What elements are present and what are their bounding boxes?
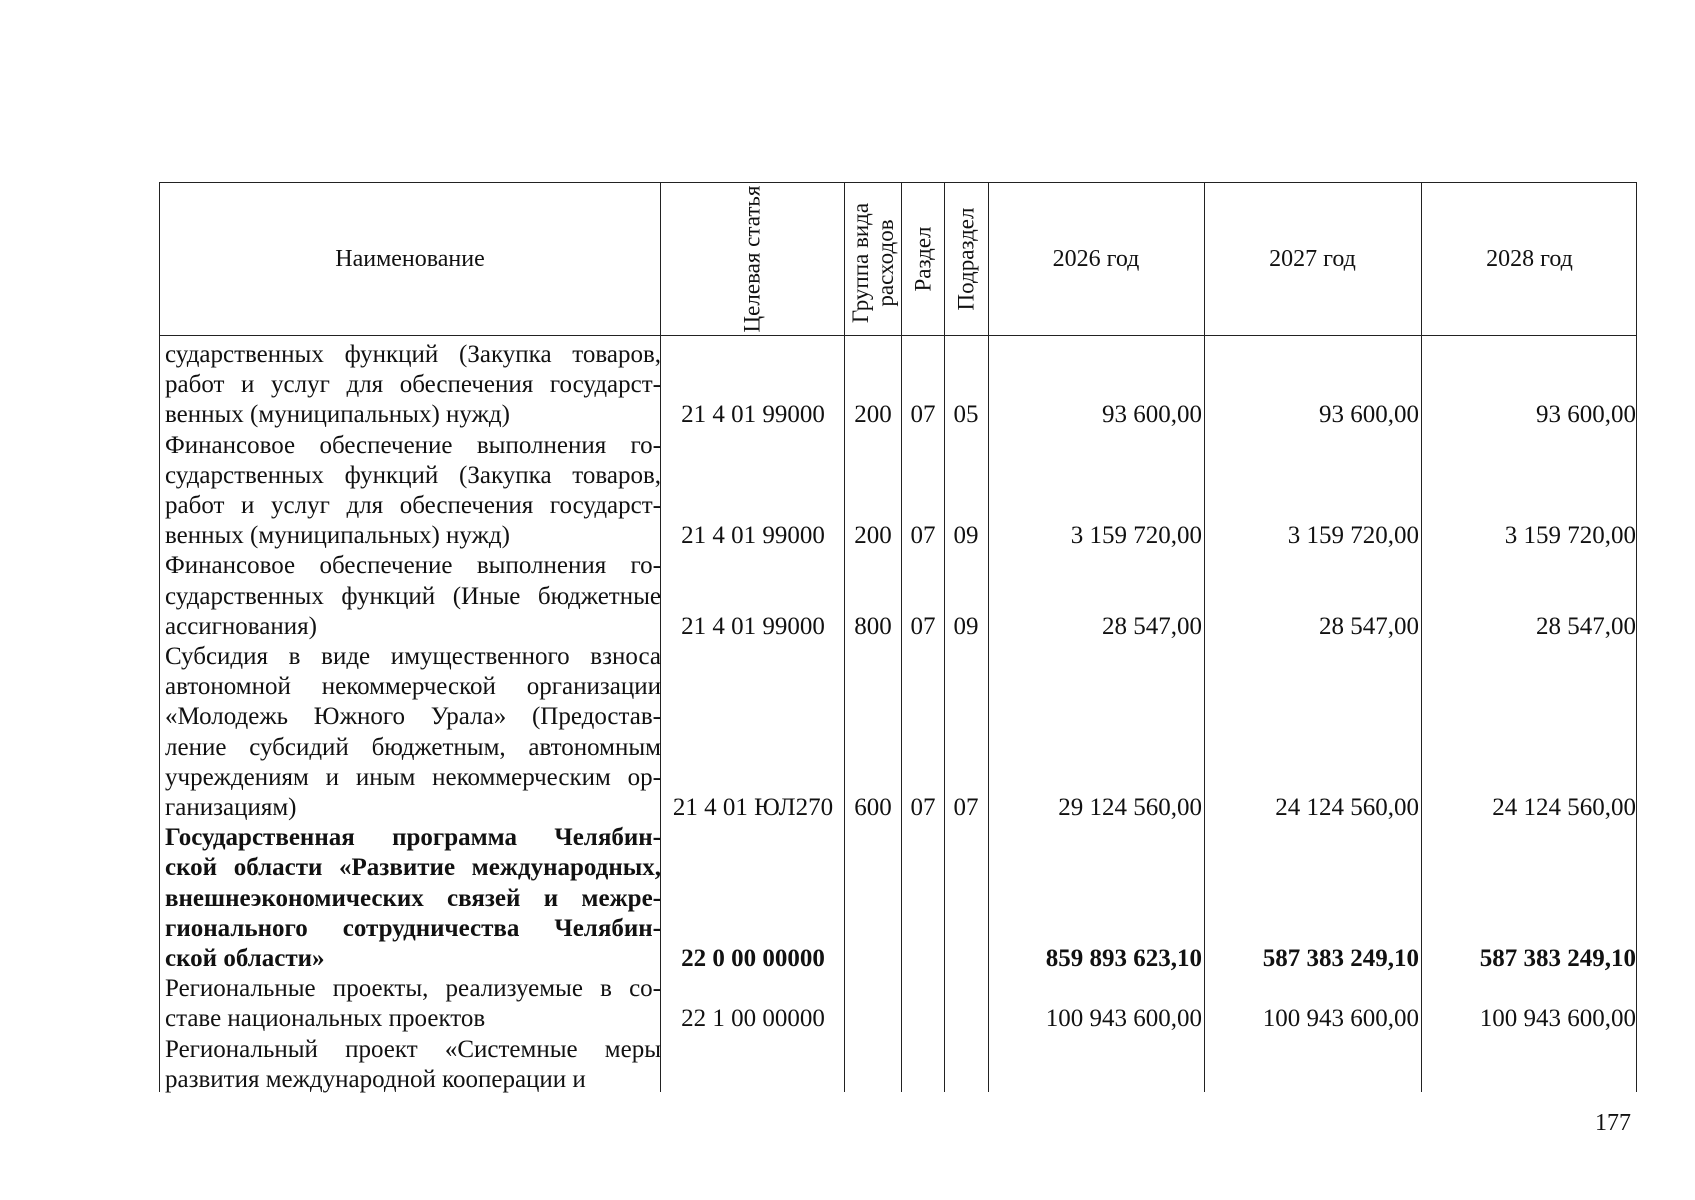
row-name — [165, 823, 661, 974]
row-name-line: ставе национальных проектов — [165, 1005, 486, 1033]
section: 07 — [910, 612, 936, 640]
value-2028: 587 383 249,10 — [1479, 945, 1636, 972]
expense-group: 200 — [854, 401, 892, 429]
row-name-line: Государственная программа Челябин- — [165, 824, 661, 852]
row-name-line: сударственных функций (Закупка товаров, — [165, 461, 661, 489]
row-name — [165, 431, 661, 552]
row-name-line: ской области» — [165, 945, 325, 972]
header-divider — [160, 335, 1636, 336]
target-code: 21 4 01 99000 — [681, 401, 825, 429]
row-name-line: ассигнования) — [165, 612, 317, 640]
row-name-line: внешнеэкономических связей и межре- — [165, 884, 661, 912]
target-code: 21 4 01 99000 — [681, 522, 825, 550]
target-code: 22 0 00 00000 — [681, 945, 825, 972]
col-divider — [844, 183, 845, 1092]
value-2027: 587 383 249,10 — [1262, 945, 1419, 972]
row-name — [165, 1035, 661, 1095]
row-name-line: сударственных функций (Иные бюджетные — [165, 582, 661, 610]
value-2026: 28 547,00 — [1102, 612, 1202, 640]
row-name-line: работ и услуг для обеспечения государст- — [165, 492, 661, 519]
value-2026: 3 159 720,00 — [1070, 522, 1202, 550]
row-name — [165, 642, 661, 823]
row-name-line: автономной некоммерческой организации — [165, 673, 661, 701]
value-2028: 24 124 560,00 — [1492, 794, 1636, 821]
row-name-line: работ и услуг для обеспечения государст- — [165, 371, 661, 399]
row-name — [165, 974, 661, 1034]
expense-group: 800 — [854, 612, 892, 640]
value-2028: 28 547,00 — [1536, 612, 1636, 640]
value-2027: 3 159 720,00 — [1287, 522, 1419, 550]
row-name-line: венных (муниципальных) нужд) — [165, 522, 510, 550]
section: 07 — [910, 522, 936, 550]
header-subsection: Подраздел — [953, 207, 979, 311]
header-name: Наименование — [335, 246, 485, 272]
subsection: 07 — [953, 794, 979, 821]
row-name-line: Региональные проекты, реализуемые в со- — [165, 975, 661, 1003]
expense-group: 600 — [854, 794, 892, 821]
subsection: 09 — [953, 522, 979, 550]
target-code: 22 1 00 00000 — [681, 1005, 825, 1033]
row-name-line: Финансовое обеспечение выполнения го- — [165, 552, 661, 580]
value-2027: 100 943 600,00 — [1262, 1005, 1419, 1033]
header-section: Раздел — [910, 226, 936, 292]
row-name-line: ганизациям) — [165, 794, 297, 822]
value-2028: 3 159 720,00 — [1504, 522, 1636, 550]
header-expense-group: Группа вида расходов — [848, 202, 898, 324]
row-name-line: развития международной кооперации и — [165, 1065, 586, 1093]
value-2027: 93 600,00 — [1319, 401, 1419, 429]
subsection: 05 — [953, 401, 979, 429]
header-target: Целевая статья — [739, 185, 765, 333]
row-name-line: «Молодежь Южного Урала» (Предостав- — [165, 703, 661, 731]
value-2028: 93 600,00 — [1536, 401, 1636, 429]
header-2028: 2028 год — [1486, 246, 1573, 272]
row-name-line: гионального сотрудничества Челябин- — [165, 914, 661, 942]
row-name-line: Субсидия в виде имущественного взноса — [165, 643, 661, 670]
row-name-line: ской области «Развитие международных, — [165, 854, 661, 882]
section: 07 — [910, 794, 936, 821]
expense-group: 200 — [854, 522, 892, 550]
value-2026: 859 893 623,10 — [1045, 945, 1202, 972]
row-name — [165, 551, 661, 642]
row-name-line: Финансовое обеспечение выполнения го- — [165, 431, 661, 459]
value-2026: 93 600,00 — [1102, 401, 1202, 429]
row-name — [165, 340, 661, 431]
row-name-line: ление субсидий бюджетным, автономным — [165, 733, 661, 761]
header-2026: 2026 год — [1052, 246, 1140, 272]
row-name-line: сударственных функций (Закупка товаров, — [165, 341, 661, 368]
row-name-line: венных (муниципальных) нужд) — [165, 401, 510, 429]
row-name-line: Региональный проект «Системные меры — [165, 1035, 661, 1063]
value-2027: 28 547,00 — [1319, 612, 1419, 640]
target-code: 21 4 01 99000 — [681, 612, 825, 640]
value-2027: 24 124 560,00 — [1275, 794, 1419, 821]
subsection: 09 — [953, 612, 979, 640]
header-2027: 2027 год — [1269, 246, 1356, 272]
target-code: 21 4 01 ЮЛ270 — [672, 794, 834, 821]
value-2026: 29 124 560,00 — [1058, 794, 1202, 821]
budget-table — [159, 182, 1637, 1092]
section: 07 — [910, 401, 936, 429]
value-2028: 100 943 600,00 — [1479, 1005, 1636, 1033]
page-number: 177 — [1595, 1110, 1631, 1136]
value-2026: 100 943 600,00 — [1045, 1005, 1202, 1033]
row-name-line: учреждениям и иным некоммерческим ор- — [165, 763, 661, 791]
